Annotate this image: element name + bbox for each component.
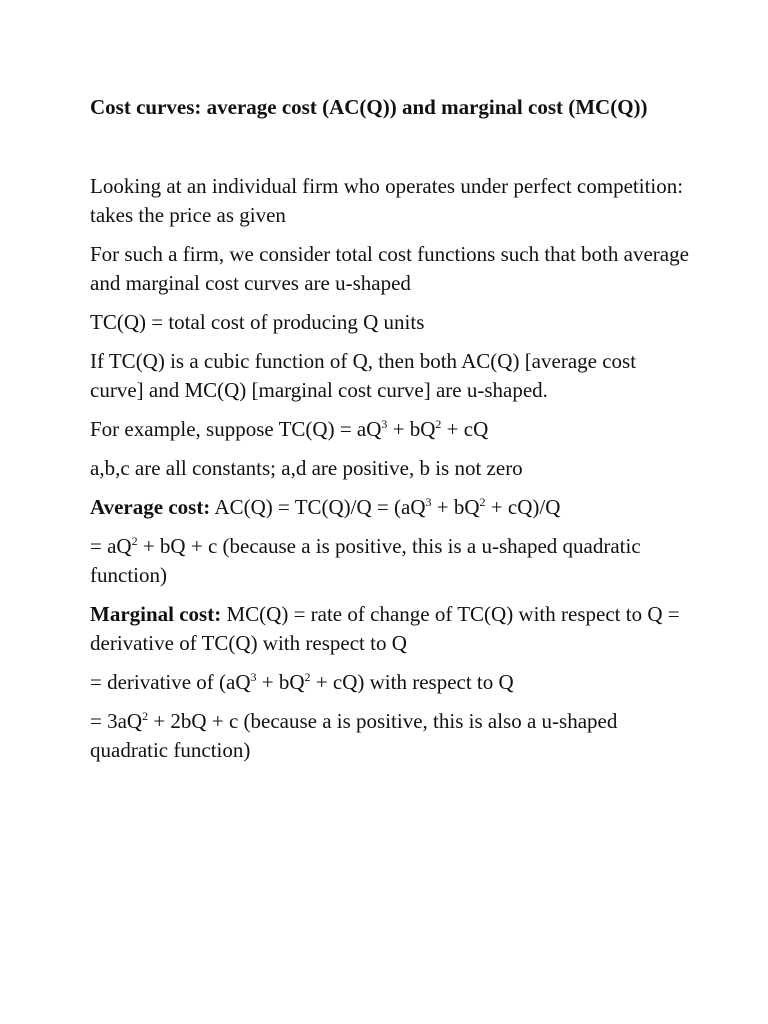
exponent: 2: [479, 495, 486, 509]
paragraph-derivative: [90, 668, 690, 697]
ac-result-text-b: + bQ + c (because a is positive, this is a u-shaped quadratic function): [90, 534, 641, 587]
paragraph-total-cost-definition: TC(Q) = total cost of producing Q units: [90, 310, 425, 334]
exponent: 3: [425, 495, 432, 509]
exponent: 2: [304, 670, 311, 684]
paragraph-marginal-cost-result: [90, 707, 690, 765]
derivative-text-c: + cQ) with respect to Q: [310, 670, 514, 694]
ac-result-text-a: = aQ: [90, 534, 132, 558]
example-text-b: + bQ: [387, 417, 436, 441]
average-cost-text-c: + cQ)/Q: [485, 495, 561, 519]
exponent: 2: [131, 534, 138, 548]
paragraph-constants: a,b,c are all constants; a,d are positive, b is not zero: [90, 456, 523, 480]
paragraph-example-tc: [90, 415, 690, 444]
average-cost-text-b: + bQ: [431, 495, 480, 519]
exponent: 2: [435, 417, 442, 431]
document-page: [90, 92, 690, 775]
marginal-cost-label: Marginal cost:: [90, 602, 222, 626]
average-cost-text-a: AC(Q) = TC(Q)/Q = (aQ: [210, 495, 426, 519]
paragraph-u-shaped-curves: For such a firm, we consider total cost functions such that both average and marginal cost curves are u-shaped: [90, 242, 689, 295]
marginal-cost-text: MC(Q) = rate of change of TC(Q) with respect to Q = derivative of TC(Q) with respect to Q: [90, 602, 680, 655]
paragraph-average-cost-result: [90, 532, 690, 590]
paragraph-marginal-cost: [90, 600, 690, 658]
example-text-c: + cQ: [441, 417, 489, 441]
exponent: 3: [381, 417, 388, 431]
derivative-text-a: = derivative of (aQ: [90, 670, 251, 694]
mc-result-text-a: = 3aQ: [90, 709, 143, 733]
document-title: Cost curves: average cost (AC(Q)) and marginal cost (MC(Q)): [90, 95, 648, 119]
paragraph-cubic-function: If TC(Q) is a cubic function of Q, then both AC(Q) [average cost curve] and MC(Q) [marginal cost curve] are u-shaped.: [90, 349, 637, 402]
example-text-a: For example, suppose TC(Q) = aQ: [90, 417, 382, 441]
mc-result-text-b: + 2bQ + c (because a is positive, this is also a u-shaped quadratic function): [90, 709, 618, 762]
exponent: 2: [142, 709, 149, 723]
derivative-text-b: + bQ: [256, 670, 305, 694]
exponent: 3: [250, 670, 257, 684]
average-cost-label: Average cost:: [90, 495, 211, 519]
paragraph-average-cost: [90, 493, 690, 522]
paragraph-perfect-competition: Looking at an individual firm who operates under perfect competition: takes the price as given: [90, 174, 684, 227]
document-body: [90, 172, 690, 765]
